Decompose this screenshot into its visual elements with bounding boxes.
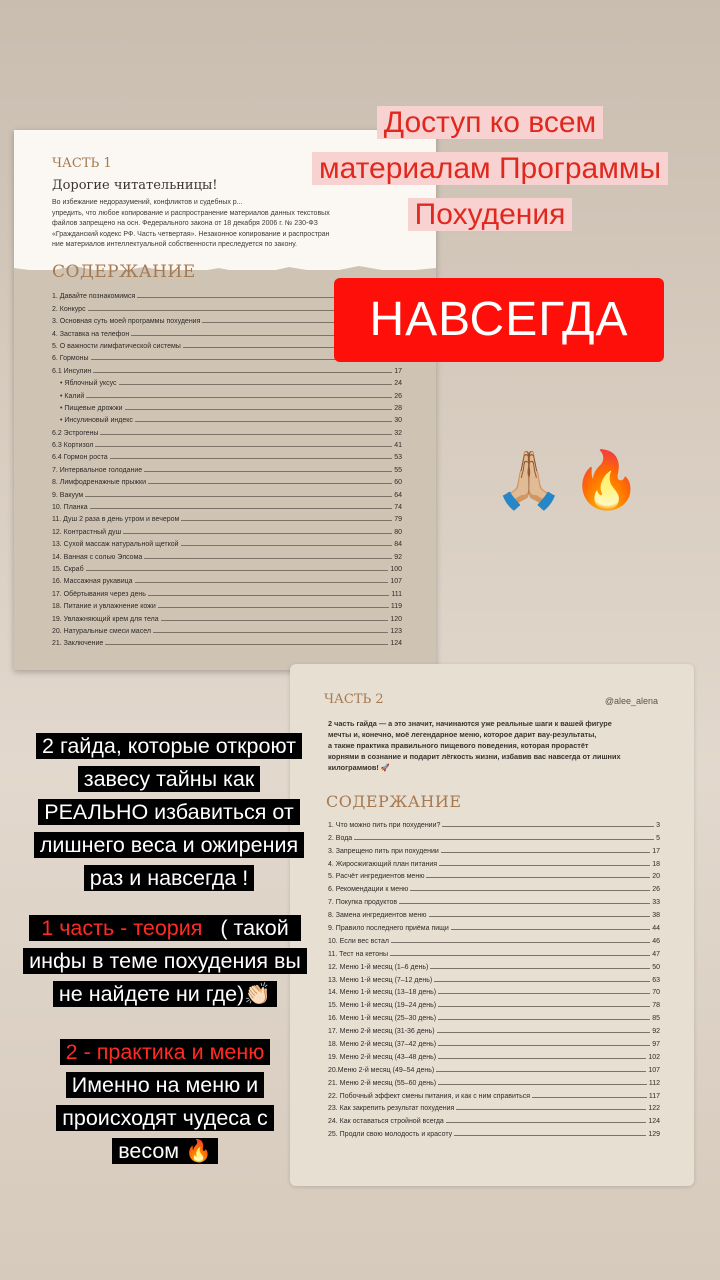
toc-item-label: 10. Планка — [52, 504, 88, 512]
toc-dot-leader — [438, 1084, 647, 1085]
toc-item — [328, 1009, 660, 1022]
caption-line: Именно на меню и — [66, 1072, 264, 1098]
toc-dot-leader — [451, 929, 650, 930]
toc-item — [52, 424, 402, 436]
toc-dot-leader — [144, 558, 392, 559]
disclaimer-line: «Гражданский кодекс РФ. Часть четвертая». Незаконное копирование и распростран — [52, 230, 330, 238]
toc-item-label: 21. Заключение — [52, 640, 104, 648]
toc-item-label: 6.2 Эстрогены — [52, 429, 99, 437]
toc-item — [52, 561, 402, 573]
toc-item-label: 8. Замена ингредиентов меню — [328, 912, 427, 920]
toc-item-label: 1. Что можно пить при похудении? — [328, 821, 441, 829]
toc-item-label: 11. Тест на кетоны — [328, 950, 389, 958]
caption-line: лишнего веса и ожирения — [34, 832, 304, 858]
toc-item-page: 47 — [652, 950, 660, 958]
toc-item-label: 16. Массажная рукавица — [52, 578, 133, 586]
toc-item — [328, 971, 660, 984]
toc-heading: СОДЕРЖАНИЕ — [52, 262, 196, 282]
toc-item-label: 6. Гормоны — [52, 355, 89, 363]
toc-item-page: 70 — [652, 989, 660, 997]
toc-item-page: 112 — [648, 1079, 660, 1087]
toc-dot-leader — [438, 1006, 650, 1007]
caption-line: весом 🔥 — [112, 1138, 218, 1164]
toc-item-label: 24. Как оставаться стройной всегда — [328, 1118, 444, 1126]
caption-line: ( такой — [214, 915, 294, 941]
toc-item — [328, 855, 660, 868]
toc-item — [328, 816, 660, 829]
toc-item-page: 129 — [648, 1131, 660, 1139]
pray-fire-emoji-icon: 🙏🏼🔥 — [494, 448, 650, 511]
toc-item-label: 25. Продли свою молодость и красоту — [328, 1131, 453, 1139]
toc-dot-leader — [456, 1109, 646, 1110]
toc-item — [52, 573, 402, 585]
toc-item — [328, 1035, 660, 1048]
caption-part-1 — [10, 912, 320, 1011]
toc-item-label: • Инсулиновый индекс — [60, 417, 133, 425]
intro-line: 2 часть гайда — а это значит, начинаются уже реальные шаги к вашей фигуре — [328, 719, 612, 728]
toc-item-label: 20.Меню 2-й месяц (49–54 день) — [328, 1066, 435, 1074]
toc-item-page: 79 — [394, 516, 402, 524]
toc-item-page: 26 — [652, 886, 660, 894]
toc-dot-leader — [181, 520, 392, 521]
toc-item-label: 15. Скраб — [52, 565, 84, 573]
toc-dot-leader — [123, 533, 392, 534]
toc-item — [328, 842, 660, 855]
toc-item-label: 7. Интервальное голодание — [52, 466, 143, 474]
toc-item-label: • Пищевые дрожжи — [60, 404, 123, 412]
toc-dot-leader — [429, 916, 651, 917]
caption-line: раз и навсегда ! — [84, 865, 255, 891]
toc-item — [52, 437, 402, 449]
toc-item-page: 92 — [394, 553, 402, 561]
toc-item — [328, 1125, 660, 1138]
toc-item — [52, 474, 402, 486]
toc-item-label: 9. Вакуум — [52, 491, 84, 499]
toc-item-page: 30 — [394, 417, 402, 425]
toc-item-label: 19. Меню 2-й месяц (43–48 день) — [328, 1053, 437, 1061]
toc-item-label: 15. Меню 1-й месяц (19–24 день) — [328, 1002, 437, 1010]
toc-item — [328, 984, 660, 997]
toc-item-label: 16. Меню 1-й месяц (25–30 день) — [328, 1015, 437, 1023]
toc-item — [328, 1074, 660, 1087]
toc-item-label: • Яблочный уксус — [60, 380, 117, 388]
toc-item-label: 4. Заставка на телефон — [52, 330, 130, 338]
toc-item — [328, 868, 660, 881]
toc-item-page: 3 — [656, 821, 660, 829]
toc-item-label: 18. Питание и увлажнение кожи — [52, 603, 156, 611]
toc-dot-leader — [135, 582, 389, 583]
intro-line: мечты и, конечно, моё легендарное меню, которое дарит вау-результаты, — [328, 730, 597, 739]
toc-dot-leader — [438, 1058, 646, 1059]
toc-item — [52, 400, 402, 412]
caption-line: происходят чудеса с — [56, 1105, 274, 1131]
toc-item-page: 80 — [394, 528, 402, 536]
toc-item-label: 13. Сухой массаж натуральной щеткой — [52, 541, 179, 549]
toc-item-label: 3. Запрещено пить при похудении — [328, 847, 439, 855]
toc-item-label: 18. Меню 2-й месяц (37–42 день) — [328, 1041, 437, 1049]
toc-item-page: 50 — [652, 963, 660, 971]
toc-dot-leader — [158, 607, 389, 608]
toc-dot-leader — [410, 890, 650, 891]
toc-item-page: 38 — [652, 912, 660, 920]
toc-item-page: 85 — [652, 1015, 660, 1023]
toc-dot-leader — [434, 981, 650, 982]
caption-part-2 — [30, 1036, 300, 1168]
toc-item-page: 32 — [394, 429, 402, 437]
toc-item — [52, 486, 402, 498]
toc-item-page: 124 — [648, 1118, 660, 1126]
toc-item-page: 60 — [394, 479, 402, 487]
toc-item — [52, 523, 402, 535]
toc-dot-leader — [438, 993, 650, 994]
caption-line: РЕАЛЬНО избавиться от — [38, 799, 300, 825]
caption-line: 2 гайда, которые откроют — [36, 733, 302, 759]
toc-item-label: 22. Побочный эффект смены питания, и как с ним справиться — [328, 1092, 531, 1100]
toc-item-page: 102 — [648, 1053, 660, 1061]
toc-item-page: 117 — [648, 1092, 660, 1100]
toc-item-label: 1. Давайте познакомимся — [52, 293, 136, 301]
toc-dot-leader — [119, 384, 393, 385]
toc-item-page: 119 — [390, 603, 402, 611]
page-title: Дорогие читательницы! — [52, 178, 218, 193]
toc-dot-leader — [95, 446, 392, 447]
toc-item-label: 14. Ванная с солью Эпсома — [52, 553, 143, 561]
toc-item — [52, 387, 402, 399]
toc-item — [52, 585, 402, 597]
toc-item-label: 17. Обёртывания через день — [52, 590, 146, 598]
caption-line: завесу тайны как — [78, 766, 261, 792]
part-label: ЧАСТЬ 2 — [324, 692, 384, 707]
toc-item — [328, 919, 660, 932]
disclaimer-line: ние материалов интеллектуальной собственности преследуется по закону. — [52, 241, 297, 248]
headline-line: материалам Программы — [312, 152, 668, 185]
toc-dot-leader — [532, 1097, 647, 1098]
toc-dot-leader — [438, 1045, 650, 1046]
toc-item — [52, 610, 402, 622]
intro-text — [328, 718, 658, 773]
toc-item — [328, 906, 660, 919]
disclaimer-line: файлов запрещено на осн. Федерального закона от 18 декабря 2006 г. № 230-ФЗ — [52, 220, 318, 227]
toc-item-label: 6. Рекомендации к меню — [328, 886, 409, 894]
headline-caption — [270, 100, 710, 238]
toc-dot-leader — [90, 508, 393, 509]
toc-item-page: 55 — [394, 466, 402, 474]
toc-item-label: 23. Как закрепить результат похудения — [328, 1105, 455, 1113]
toc-dot-leader — [144, 471, 392, 472]
toc-item-page: 26 — [394, 392, 402, 400]
toc-dot-leader — [85, 496, 392, 497]
toc-item — [328, 1112, 660, 1125]
toc-item — [328, 1048, 660, 1061]
toc-item-label: 2. Конкурс — [52, 305, 86, 313]
toc-item — [52, 623, 402, 635]
toc-heading: СОДЕРЖАНИЕ — [326, 792, 462, 811]
toc-item-page: 107 — [390, 578, 402, 586]
toc-item-page: 46 — [652, 937, 660, 945]
toc-item — [52, 412, 402, 424]
toc-dot-leader — [391, 942, 650, 943]
toc-dot-leader — [93, 372, 392, 373]
toc-item — [328, 958, 660, 971]
forever-banner: НАВСЕГДА — [334, 278, 664, 362]
toc-item-page: 41 — [394, 442, 402, 450]
toc-item — [328, 880, 660, 893]
caption-two-guides — [8, 730, 330, 895]
toc-item-label: 12. Контрастный душ — [52, 528, 122, 536]
toc-item-label: 5. Расчёт ингредиентов меню — [328, 873, 425, 881]
toc-item — [52, 362, 402, 374]
toc-item-page: 5 — [656, 834, 660, 842]
toc-dot-leader — [148, 595, 389, 596]
toc-item — [52, 375, 402, 387]
toc-item — [52, 449, 402, 461]
toc-dot-leader — [439, 865, 650, 866]
toc-item-page: 24 — [394, 380, 402, 388]
toc-item-page: 53 — [394, 454, 402, 462]
toc-dot-leader — [110, 458, 393, 459]
intro-line: корнями в сознание и подарит лёгкость жизни, избавив вас навсегда от лишних — [328, 752, 621, 761]
toc-item-page: 92 — [652, 1028, 660, 1036]
toc-item-page: 17 — [652, 847, 660, 855]
toc-dot-leader — [426, 877, 650, 878]
toc-item-page: 64 — [394, 491, 402, 499]
toc-item — [52, 635, 402, 647]
toc-item-label: 19. Увлажняющий крем для тела — [52, 615, 159, 623]
caption-highlight: 2 - практика и меню — [60, 1039, 271, 1065]
toc-item — [52, 536, 402, 548]
toc-item — [52, 499, 402, 511]
headline-line: Похудения — [408, 198, 573, 231]
toc-item — [328, 945, 660, 958]
toc-item-page: 122 — [648, 1105, 660, 1113]
toc-dot-leader — [390, 955, 650, 956]
toc-item-label: 6.1 Инсулин — [52, 367, 92, 375]
toc-item-label: 8. Лимфодренажные прыжки — [52, 479, 147, 487]
toc-dot-leader — [153, 632, 388, 633]
toc-dot-leader — [125, 409, 393, 410]
toc-dot-leader — [181, 545, 393, 546]
toc-item-label: 17. Меню 2-й месяц (31-36 день) — [328, 1028, 435, 1036]
table-of-contents — [328, 816, 660, 1138]
toc-item-page: 123 — [390, 627, 402, 635]
toc-item-page: 20 — [652, 873, 660, 881]
toc-item-label: 6.4 Гормон роста — [52, 454, 108, 462]
toc-item-page: 107 — [648, 1066, 660, 1074]
toc-item-label: 9. Правило последнего приёма пищи — [328, 925, 449, 933]
toc-item-label: 21. Меню 2-й месяц (55–60 день) — [328, 1079, 437, 1087]
caption-line: не найдете ни где)👏🏻 — [53, 981, 277, 1007]
toc-dot-leader — [105, 644, 388, 645]
toc-dot-leader — [430, 968, 650, 969]
toc-item-page: 28 — [394, 404, 402, 412]
toc-item-label: 20. Натуральные смеси масел — [52, 627, 151, 635]
disclaimer-line: Во избежание недоразумений, конфликтов и судебных р... — [52, 199, 243, 206]
toc-item-label: 2. Вода — [328, 834, 353, 842]
toc-item — [328, 1022, 660, 1035]
toc-item — [328, 893, 660, 906]
toc-item-label: 11. Душ 2 раза в день утром и вечером — [52, 516, 180, 524]
toc-item-page: 78 — [652, 1002, 660, 1010]
toc-item-label: 14. Меню 1-й месяц (13–18 день) — [328, 989, 437, 997]
toc-item — [328, 996, 660, 1009]
toc-item-label: 10. Если вес встал — [328, 937, 389, 945]
author-handle: @alee_alena — [604, 696, 658, 706]
toc-item-label: 3. Основная суть моей программы похудения — [52, 318, 201, 326]
disclaimer-line: упредить, что любое копирование и распространение материалов данных текстовых — [52, 209, 330, 217]
toc-item-page: 33 — [652, 899, 660, 907]
part-label: ЧАСТЬ 1 — [52, 156, 112, 171]
toc-item-page: 111 — [391, 590, 402, 598]
toc-dot-leader — [148, 483, 392, 484]
toc-dot-leader — [161, 620, 389, 621]
toc-dot-leader — [454, 1135, 646, 1136]
toc-item-page: 124 — [390, 640, 402, 648]
guide-page-part-2 — [290, 664, 694, 1186]
toc-item — [52, 461, 402, 473]
toc-dot-leader — [399, 903, 650, 904]
toc-dot-leader — [86, 397, 392, 398]
toc-item — [328, 829, 660, 842]
toc-dot-leader — [438, 1019, 650, 1020]
toc-item — [328, 1087, 660, 1100]
toc-item-page: 97 — [652, 1041, 660, 1049]
toc-item-page: 100 — [390, 565, 402, 573]
toc-item-page: 74 — [394, 504, 402, 512]
caption-highlight: 1 часть - теория — [35, 915, 208, 941]
toc-item-label: 6.3 Кортизол — [52, 442, 94, 450]
toc-dot-leader — [86, 570, 389, 571]
toc-dot-leader — [437, 1032, 651, 1033]
toc-dot-leader — [442, 826, 654, 827]
caption-line: инфы в теме похудения вы — [23, 948, 307, 974]
toc-item-label: 7. Покупка продуктов — [328, 899, 398, 907]
toc-item — [328, 932, 660, 945]
toc-item — [328, 1100, 660, 1113]
toc-item — [328, 1061, 660, 1074]
toc-dot-leader — [446, 1122, 647, 1123]
toc-item-label: 5. О важности лимфатической системы — [52, 342, 181, 350]
toc-item-page: 120 — [390, 615, 402, 623]
toc-item-page: 84 — [394, 541, 402, 549]
toc-dot-leader — [436, 1071, 646, 1072]
toc-item-page: 63 — [652, 976, 660, 984]
toc-item-label: • Калий — [60, 392, 85, 400]
toc-dot-leader — [441, 852, 650, 853]
toc-item-label: 13. Меню 1-й месяц (7–12 день) — [328, 976, 433, 984]
toc-item-page: 17 — [394, 367, 402, 375]
toc-item-label: 12. Меню 1-й месяц (1–6 день) — [328, 963, 429, 971]
headline-line: Доступ ко всем — [377, 106, 603, 139]
toc-item-label: 4. Жиросжигающий план питания — [328, 860, 438, 868]
toc-item — [52, 598, 402, 610]
toc-dot-leader — [100, 434, 392, 435]
toc-item-page: 18 — [652, 860, 660, 868]
toc-item-page: 44 — [652, 925, 660, 933]
intro-line: килограммов! 🚀 — [328, 763, 390, 772]
toc-item — [52, 511, 402, 523]
toc-dot-leader — [354, 839, 654, 840]
intro-line: а также практика правильного пищевого поведения, которая прорастёт — [328, 741, 589, 750]
toc-dot-leader — [135, 421, 392, 422]
toc-item — [52, 548, 402, 560]
